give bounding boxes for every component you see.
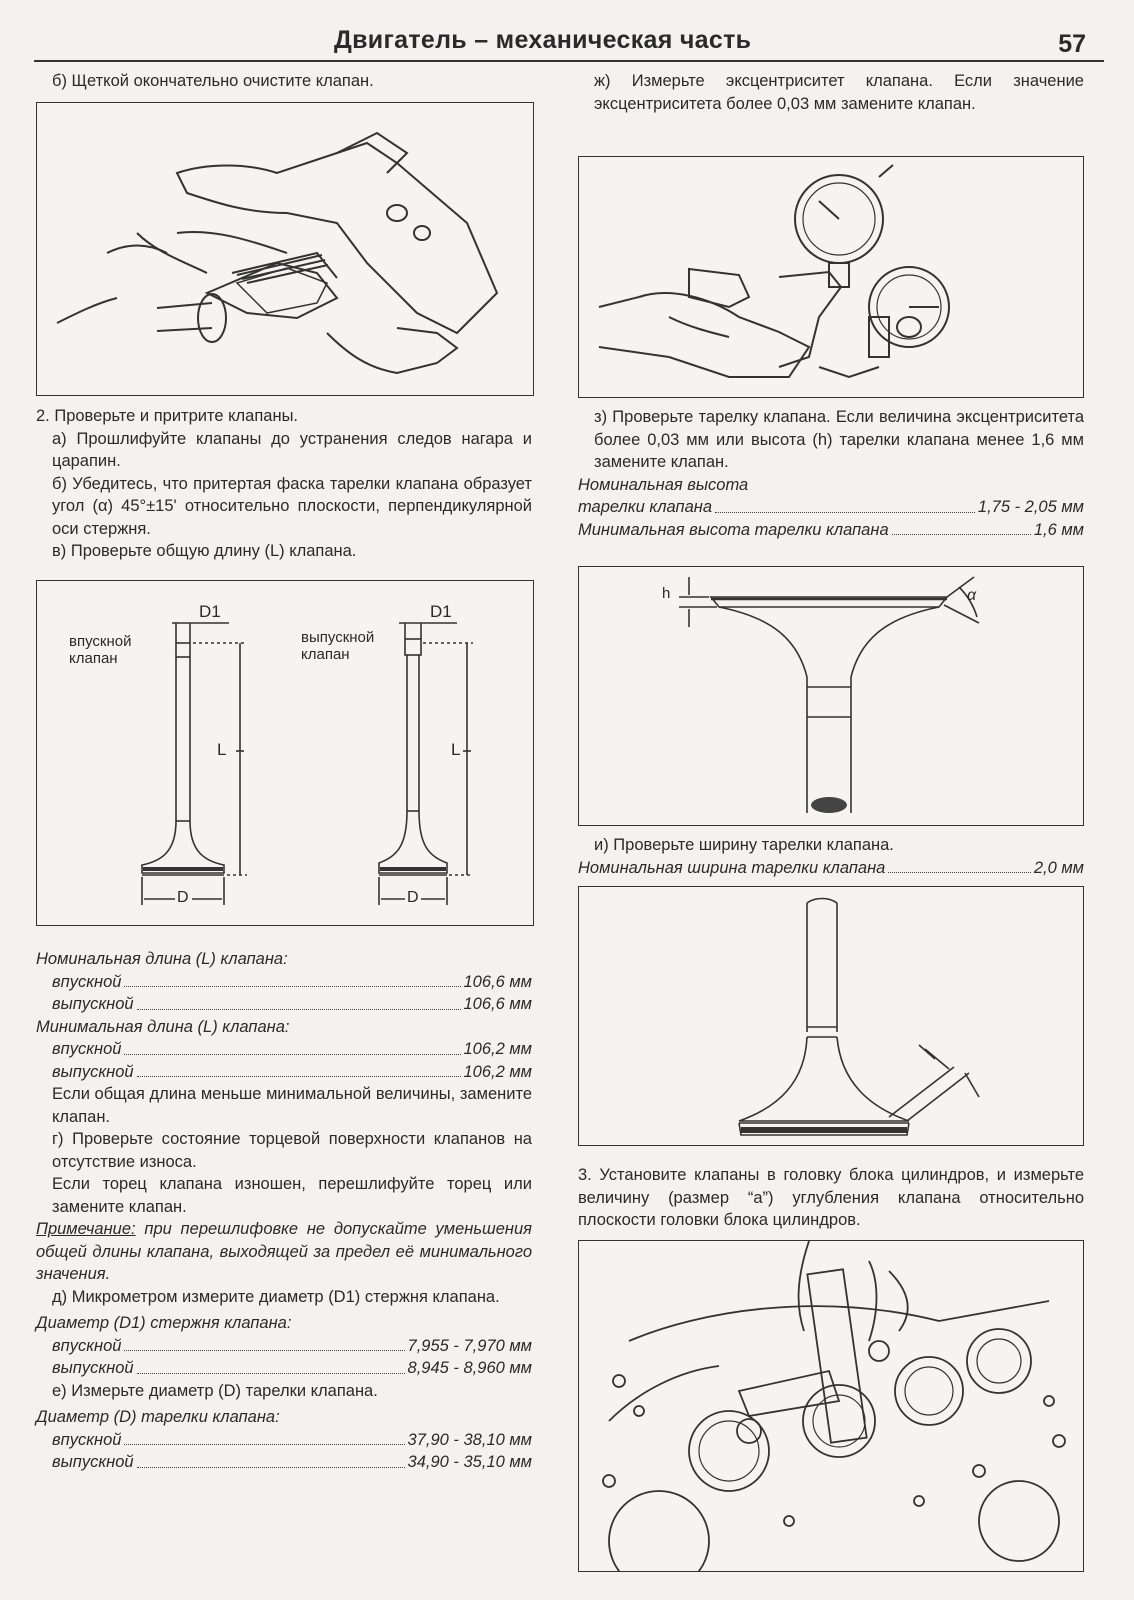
chapter-title: Двигатель – механическая часть: [334, 26, 752, 54]
spec-label: выпускной: [52, 1359, 134, 1377]
spec-label: Минимальная высота тарелки клапана: [578, 520, 889, 539]
diameter-label-intake: D: [177, 889, 189, 906]
spec-row: [36, 1061, 532, 1084]
dial-gauge-illustration: [579, 157, 1083, 397]
figure-depth-gauge: [578, 1240, 1084, 1572]
brush-step: [52, 70, 532, 93]
diameter-label-exhaust: D: [407, 889, 419, 906]
step2-block: [36, 405, 532, 563]
spec-row: [578, 857, 1084, 880]
note-label: Примечание:: [36, 1220, 136, 1238]
spec-row: [36, 1038, 532, 1061]
spec-label: тарелки клапана: [578, 498, 712, 516]
step2-v: в) Проверьте общую длину (L) клапана.: [52, 542, 357, 560]
step3-text: 3. Установите клапаны в головку блока цилиндров, и измерьте величину (размер “а”) углубления клапана относительно плоскости головки блока цилиндров.: [578, 1166, 1084, 1229]
step2-b: б) Убедитесь, что притертая фаска тарелки клапана образует угол (α) 45°±15' относительно плоскости, перпендикулярной оси стержня.: [52, 474, 532, 538]
figure-valve-length: [36, 580, 534, 926]
exhaust-valve-label: выпускной клапан: [301, 629, 375, 663]
spec-value: 34,90 - 35,10 мм: [407, 1453, 532, 1471]
spec-row: [36, 1451, 532, 1474]
figure-brush-valve: [36, 102, 534, 396]
spec-label: выпускной: [52, 1453, 134, 1471]
brush-text: б) Щеткой окончательно очистите клапан.: [52, 72, 374, 90]
spec-value: 1,6 мм: [1033, 520, 1084, 539]
step-i-block: [578, 834, 1084, 879]
step3-block: [578, 1164, 1084, 1232]
valve-width-diagram: [579, 887, 1083, 1145]
page-number: 57: [1058, 30, 1086, 58]
spec-label: впускной: [52, 1040, 122, 1058]
spec-value: 37,90 - 38,10 мм: [407, 1430, 532, 1449]
spec-row: [36, 1357, 532, 1380]
spec-row: [578, 496, 1084, 519]
spec-label: выпускной: [52, 995, 134, 1013]
nominal-height-title: Номинальная высота: [578, 475, 749, 494]
page-header: [34, 26, 1104, 62]
spec-value: 106,2 мм: [463, 1062, 532, 1081]
spec-value: 106,2 мм: [463, 1040, 532, 1058]
figure-dial-gauge: [578, 156, 1084, 398]
length-label-intake: L: [217, 740, 227, 759]
spec-row: [578, 519, 1084, 542]
spec-value: 2,0 мм: [1033, 858, 1084, 877]
spec-value: 7,955 - 7,970 мм: [407, 1336, 532, 1355]
figure-valve-head-height: [578, 566, 1084, 826]
spec-value: 106,6 мм: [463, 972, 532, 991]
note-text: при перешлифовке не допускайте уменьшения общей длины клапана, выходящей за предел её минимального значения.: [36, 1220, 532, 1283]
step-e: е) Измерьте диаметр (D) тарелки клапана.: [52, 1381, 378, 1400]
spec-value: 1,75 - 2,05 мм: [977, 498, 1084, 516]
step2-title: 2. Проверьте и притрите клапаны.: [36, 407, 299, 425]
valve-head-diagram: [579, 567, 1083, 825]
brush-valve-illustration: [37, 103, 533, 395]
step-i-text: и) Проверьте ширину тарелки клапана.: [594, 836, 894, 854]
spec-value: 8,945 - 8,960 мм: [407, 1359, 532, 1377]
left-specs: [36, 948, 532, 1474]
length-label-exhaust: L: [451, 740, 461, 759]
step2-a: а) Прошлифуйте клапаны до устранения следов нагара и царапин.: [52, 429, 532, 470]
step-zh-text: ж) Измерьте эксцентриситет клапана. Если значение эксцентриситета более 0,03 мм замените клапан.: [594, 72, 1084, 113]
spec-row: [36, 993, 532, 1016]
note: [36, 1218, 532, 1286]
d1-label-intake: D1: [199, 602, 221, 621]
d1-label-exhaust: D1: [430, 602, 452, 621]
step-g: г) Проверьте состояние торцевой поверхности клапанов на отсутствие износа.: [52, 1130, 532, 1171]
spec-label: впускной: [52, 1336, 122, 1355]
spec-label: впускной: [52, 972, 122, 991]
step-zh: [578, 70, 1084, 115]
min-length-title: Минимальная длина (L) клапана:: [36, 1017, 290, 1036]
spec-label: впускной: [52, 1430, 122, 1449]
step-z-block: [578, 406, 1084, 541]
figure-valve-head-width: [578, 886, 1084, 1146]
spec-label: Номинальная ширина тарелки клапана: [578, 858, 886, 877]
step-g-2: Если торец клапана изношен, перешлифуйте торец или замените клапан.: [52, 1175, 532, 1216]
depth-gauge-illustration: [579, 1241, 1083, 1571]
nominal-length-title: Номинальная длина (L) клапана:: [36, 950, 288, 968]
spec-row: [36, 1335, 532, 1358]
spec-row: [36, 1429, 532, 1452]
spec-label: выпускной: [52, 1062, 134, 1081]
head-diameter-title: Диаметр (D) тарелки клапана:: [36, 1408, 280, 1426]
intake-valve-label: впускной клапан: [69, 633, 132, 667]
spec-row: [36, 971, 532, 994]
replace-short-text: Если общая длина меньше минимальной величины, замените клапан.: [52, 1085, 532, 1126]
angle-label: α: [967, 587, 977, 604]
spec-value: 106,6 мм: [463, 995, 532, 1013]
step-d: д) Микрометром измерите диаметр (D1) стержня клапана.: [52, 1287, 500, 1306]
step-z-text: з) Проверьте тарелку клапана. Если величина эксцентриситета более 0,03 мм или высота (h) тарелки клапана менее 1,6 мм замените клапан.: [594, 408, 1084, 471]
stem-diameter-title: Диаметр (D1) стержня клапана:: [36, 1314, 292, 1332]
height-label: h: [662, 585, 671, 602]
